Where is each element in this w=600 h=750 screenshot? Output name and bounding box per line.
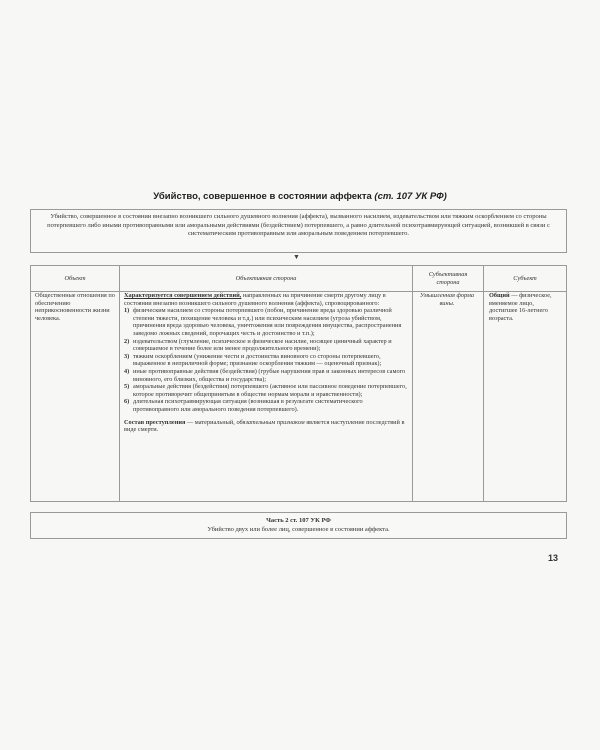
subject-rest: — физическое, вменяемое лицо, достигшее 16-летнего возраста.: [489, 292, 552, 322]
list-item: 3) тяжким оскорблением (унижение чести и достоинства виновного со стороны потерпевшего, выраженное в неприличной форме; признание оскорбления тяжким — оценочный признак);: [124, 352, 382, 368]
elements-table: [30, 265, 567, 502]
definition-box: [30, 209, 567, 253]
objective-lead-bold: Характеризуется совершением действий,: [124, 292, 242, 299]
objective-lead: [124, 292, 408, 307]
crime-composition: Состав преступления — материальный, обязательным признаком является наступление последствий в виде смерти.: [124, 418, 405, 434]
title-reference: (ст. 107 УК РФ): [374, 191, 447, 202]
list-item: 1) физическим насилием со стороны потерпевшего (побои, причинение вреда здоровью различной степени тяжести, похищение человека и т.д.) или психическим насилием (угроза убийством, причинения вреда здоровью человека, уничтожения или повреждения имущества, распространения заведомо ложных сведений, порочащих честь и достоинство и т.п.);: [124, 307, 402, 337]
column-divider: [412, 266, 413, 501]
objective-lead-rest: направленных на причинение смерти другому лицу в состоянии внезапно возникшего сильного душевного волнения (аффекта), спровоцированного:: [124, 292, 386, 307]
header-objective-side: Объективная сторона: [235, 274, 297, 282]
list-item: 6) длительная психотравмирующая ситуация (возникшая в результате систематического противоправного или аморального поведения потерпевшего).: [124, 398, 363, 413]
objective-side-cell: [124, 292, 408, 434]
header-subjective-side: Субъективная сторона: [428, 271, 468, 286]
part-2-text: Убийство двух или более лиц, совершенное в состоянии аффекта.: [207, 525, 390, 533]
header-subject: Субъект: [513, 274, 537, 282]
part-2-title: Часть 2 ст. 107 УК РФ: [266, 517, 331, 524]
subjective-side-cell: Умышленная форма вины.: [419, 292, 475, 307]
down-arrow-icon: ▼: [293, 253, 300, 261]
part-2-box: [30, 512, 567, 539]
subject-cell: [489, 292, 559, 322]
subject-bold: Общий: [489, 292, 510, 299]
page-title: [0, 191, 600, 202]
objective-list: [124, 307, 408, 413]
title-main: Убийство, совершенное в состоянии аффекта: [153, 191, 372, 202]
column-divider: [483, 266, 484, 501]
list-item: 5) аморальные действия (бездействия) потерпевшего (активное или пассивное поведение потерпевшего, которое противоречит общепринятым в обществе нормам морали и нравственности);: [124, 383, 407, 398]
column-divider: [119, 266, 120, 501]
header-object: Объект: [64, 274, 86, 282]
list-item: 4) иные противоправные действия (бездействия) (грубые нарушения прав и законных интересов самого виновного, его близких, общества и государства);: [124, 367, 406, 383]
page-number: 13: [548, 553, 559, 563]
definition-text: Убийство, совершенное в состоянии внезапно возникшего сильного душевного волнения (аффекта), вызванного насилием, издевательством или тяжким оскорблением со стороны потерпевшего либо иными противоправными или аморальными действиями (бездействием) потерпевшего, а равно длительной психотравмирующей ситуацией, возникшей в связи с систематическим противоправным или аморальным поведением потерпевшего.: [47, 213, 550, 238]
list-item: 2) издевательством (глумление, психическое и физическое насилие, носящее циничный характер и совершаемое в течение более или менее продолжительного времени);: [124, 337, 392, 353]
object-cell: Общественные отношения по обеспечению неприкосновенности жизни человека.: [35, 292, 115, 322]
